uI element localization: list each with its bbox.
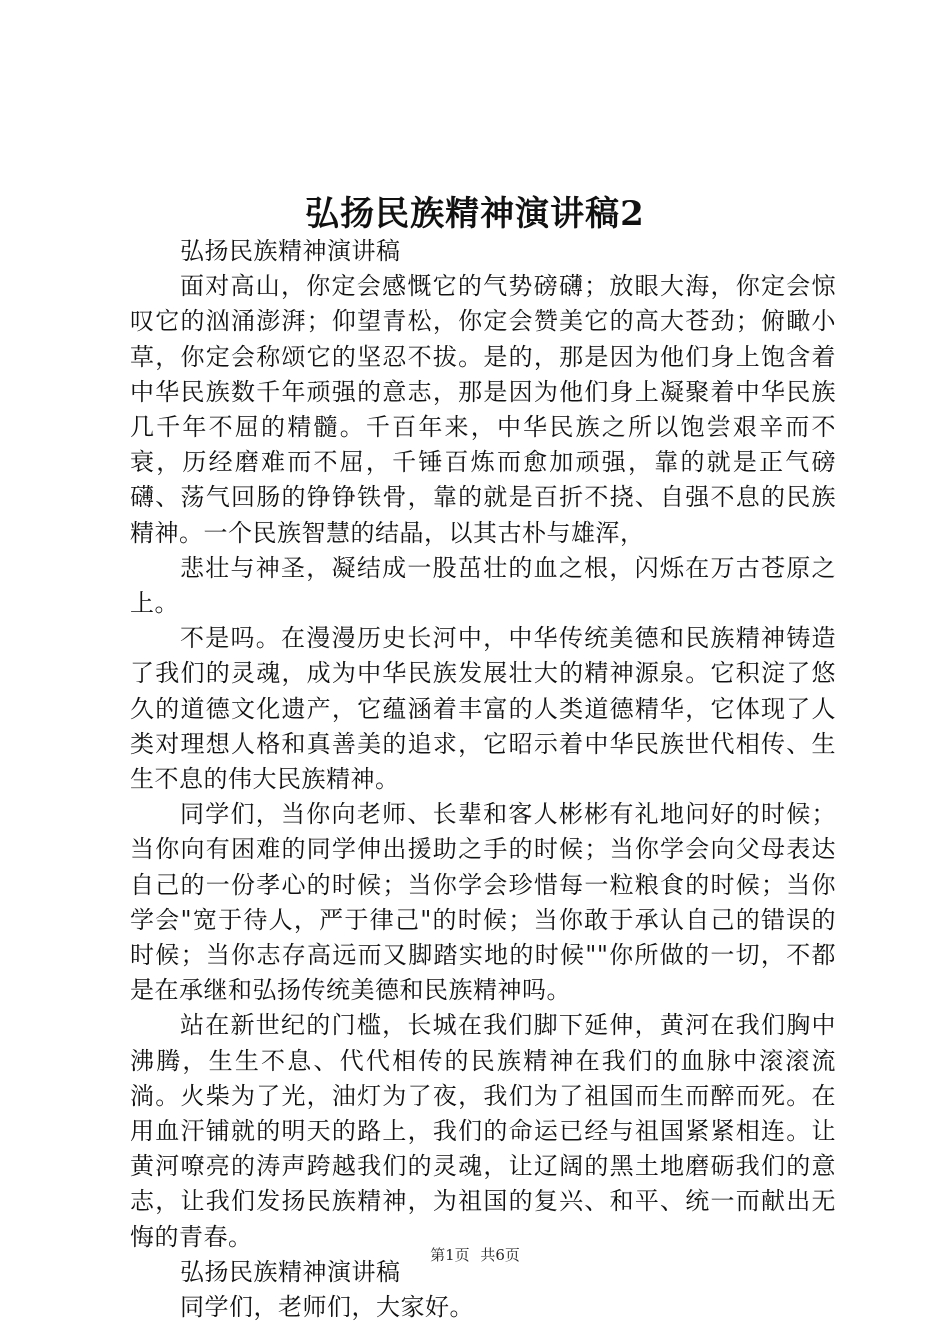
paragraph: 不是吗。在漫漫历史长河中，中华传统美德和民族精神铸造了我们的灵魂，成为中华民族发展壮大的精神源泉。它积淀了悠久的道德文化遗产，它蕴涵着丰富的人类道德精华，它体现了人类对理想人格和真善美的追求，它昭示着中华民族世代相传、生生不息的伟大民族精神。 (130, 624, 836, 794)
paragraph: 悲壮与神圣，凝结成一股茁壮的血之根，闪烁在万古苍原之上。 (130, 553, 836, 618)
paragraph: 站在新世纪的门槛，长城在我们脚下延伸，黄河在我们胸中沸腾，生生不息、代代相传的民族精神在我们的血脉中滚滚流淌。火柴为了光，油灯为了夜，我们为了祖国而生而醉而死。在用血汗铺就的明天的路上，我们的命运已经与祖国紧紧相连。让黄河嘹亮的涛声跨越我们的灵魂，让辽阔的黑土地磨砺我们的意志，让我们发扬民族精神，为祖国的复兴、和平、统一而献出无悔的青春。 (130, 1011, 836, 1251)
paragraph-heading: 弘扬民族精神演讲稿 (180, 237, 401, 265)
paragraph: 同学们，当你向老师、长辈和客人彬彬有礼地问好的时候；当你向有困难的同学伸出援助之手的时候；当你学会向父母表达自己的一份孝心的时候；当你学会珍惜每一粒粮食的时候；当你学会"宽于待人，严于律己"的时候；当你敢于承认自己的错误的时候；当你志存高远而又脚踏实地的时候""你所做的一切，不都是在承继和弘扬传统美德和民族精神吗。 (130, 800, 836, 1005)
paragraph-heading: 弘扬民族精神演讲稿 (180, 1257, 401, 1286)
page-footer (0, 1244, 950, 1265)
document-title: 弘扬民族精神演讲稿2 (305, 194, 645, 234)
page-total: 共6页 (480, 1246, 520, 1264)
paragraph: 同学们，老师们，大家好。 (180, 1293, 474, 1322)
page-number: 第1页 (430, 1246, 470, 1264)
document-body (130, 234, 836, 1325)
paragraph: 面对高山，你定会感慨它的气势磅礴；放眼大海，你定会惊叹它的汹涌澎湃；仰望青松，你定会赞美它的高大苍劲；俯瞰小草，你定会称颂它的坚忍不拔。是的，那是因为他们身上饱含着中华民族数千年顽强的意志，那是因为他们身上凝聚着中华民族几千年不屈的精髓。千百年来，中华民族之所以饱尝艰辛而不衰，历经磨难而不屈，千锤百炼而愈加顽强，靠的就是正气磅礴、荡气回肠的铮铮铁骨，靠的就是百折不挠、自强不息的民族精神。一个民族智慧的结晶，以其古朴与雄浑， (130, 272, 836, 547)
